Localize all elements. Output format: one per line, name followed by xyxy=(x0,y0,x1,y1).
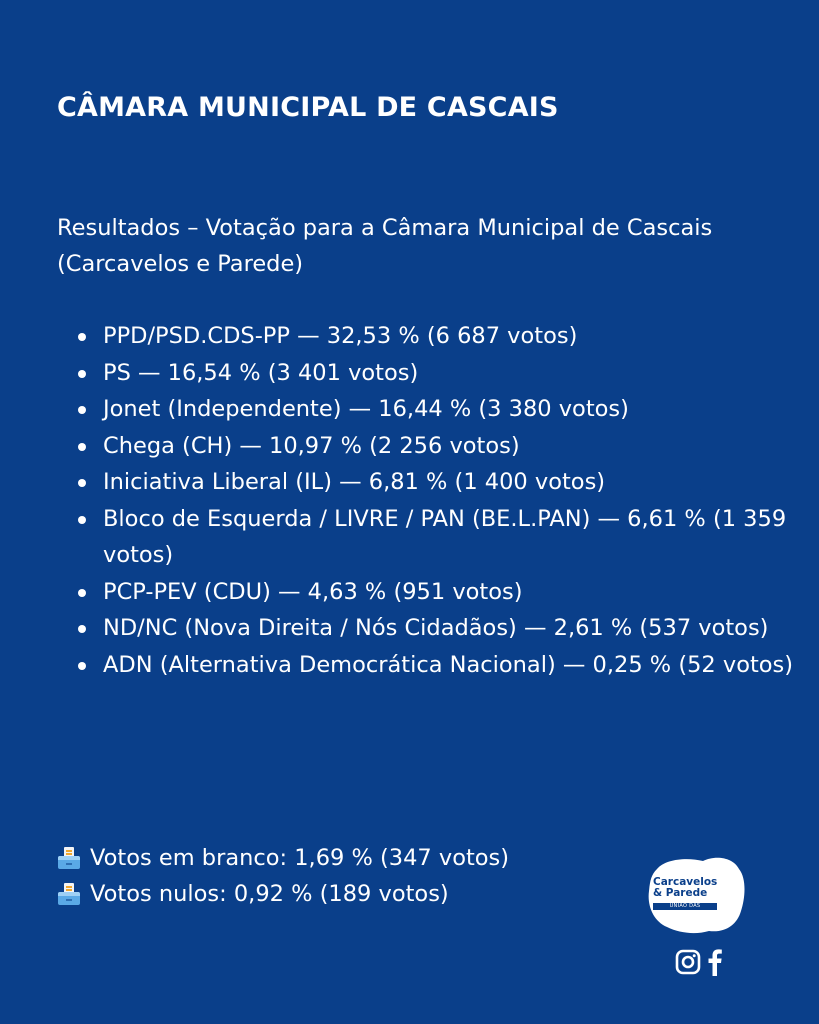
null-votes-row xyxy=(57,876,509,912)
list-item: ADN (Alternativa Democrática Nacional) — 0,25 % (52 votos) xyxy=(57,647,807,684)
intro-text xyxy=(57,210,797,282)
logo-line-1: Carcavelos xyxy=(653,876,718,888)
intro-line-1: Resultados – Votação para a Câmara Municipal de Cascais xyxy=(57,215,713,241)
list-item: Jonet (Independente) — 16,44 % (3 380 votos) xyxy=(57,391,807,428)
page-title: CÂMARA MUNICIPAL DE CASCAIS xyxy=(57,92,559,123)
blank-votes-row xyxy=(57,840,509,876)
list-item: PPD/PSD.CDS-PP — 32,53 % (6 687 votos) xyxy=(57,318,807,355)
list-item: ND/NC (Nova Direita / Nós Cidadãos) — 2,61 % (537 votos) xyxy=(57,610,807,647)
list-item: PCP-PEV (CDU) — 4,63 % (951 votos) xyxy=(57,574,807,611)
list-item: Iniciativa Liberal (IL) — 6,81 % (1 400 votos) xyxy=(57,464,807,501)
carcavelos-parede-logo xyxy=(645,855,747,935)
ballot-box-icon xyxy=(57,882,81,906)
logo-line-2: & Parede xyxy=(653,887,708,899)
instagram-icon[interactable] xyxy=(675,949,701,979)
list-item: Bloco de Esquerda / LIVRE / PAN (BE.L.PAN) — 6,61 % (1 359 votos) xyxy=(57,501,807,574)
intro-line-2: (Carcavelos e Parede) xyxy=(57,251,304,277)
logo-text xyxy=(653,877,739,899)
ballot-box-icon xyxy=(57,846,81,870)
logo-tagline: UNIÃO DAS FREGUESIAS xyxy=(653,903,717,910)
list-item: Chega (CH) — 10,97 % (2 256 votos) xyxy=(57,428,807,465)
null-votes-text: Votos nulos: 0,92 % (189 votos) xyxy=(90,881,449,907)
facebook-icon[interactable] xyxy=(707,948,723,980)
blank-votes-text: Votos em branco: 1,69 % (347 votos) xyxy=(90,845,510,871)
list-item: PS — 16,54 % (3 401 votos) xyxy=(57,355,807,392)
results-list xyxy=(57,318,807,683)
social-links xyxy=(675,948,723,980)
footer-stats xyxy=(57,840,509,912)
